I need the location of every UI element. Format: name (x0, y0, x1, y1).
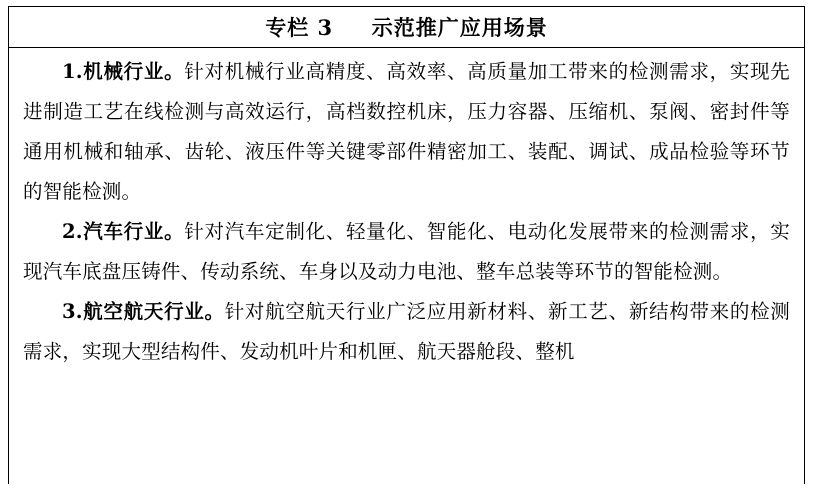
box-title-text: 示范推广应用场景 (371, 15, 548, 40)
box-title-label: 专栏 3 (265, 15, 334, 40)
paragraph-1-text: 针对机械行业高精度、高效率、高质量加工带来的检测需求，实现先进制造工艺在线检测与高效运行，高档数控机床，压力容器、压缩机、泵阀、密封件等通用机械和轴承、齿轮、液压件等关键零部件精密加工、装配、调试、成品检验等环节的智能检测。 (23, 60, 790, 204)
paragraph-2 (23, 212, 790, 292)
callout-box (8, 6, 805, 484)
paragraph-2-text: 针对汽车定制化、轻量化、智能化、电动化发展带来的检测需求，实现汽车底盘压铸件、传动系统、车身以及动力电池、整车总装等环节的智能检测。 (23, 220, 790, 284)
paragraph-3-text: 针对航空航天行业广泛应用新材料、新工艺、新结构带来的检测需求，实现大型结构件、发动机叶片和机匣、航天器舱段、整机 (23, 300, 790, 364)
box-title (9, 7, 804, 47)
paragraph-3-lead: 3.航空航天行业。 (62, 300, 225, 324)
paragraph-2-lead: 2.汽车行业。 (62, 220, 185, 244)
box-body (9, 48, 804, 372)
paragraph-3 (23, 292, 790, 372)
paragraph-1-lead: 1.机械行业。 (62, 60, 185, 84)
paragraph-1 (23, 52, 790, 212)
